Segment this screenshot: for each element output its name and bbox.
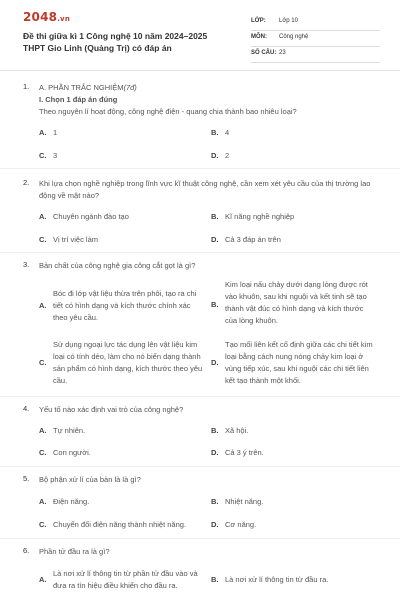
option-letter: A.	[39, 212, 47, 221]
option-text: Vị trí việc làm	[53, 235, 99, 244]
meta-key: MÔN:	[251, 34, 267, 40]
option-text: 2	[225, 151, 230, 160]
option-letter: C.	[39, 235, 47, 244]
meta-key: LỚP:	[251, 18, 266, 24]
logo-domain: .vn	[57, 15, 71, 23]
question-number: 5.	[23, 474, 30, 483]
option-text: Điện năng.	[53, 497, 90, 506]
option-text: Kim loại nấu chảy dưới dạng lỏng được rót vào khuôn, sau khi nguội và kết tinh sẽ tạo thành vật đúc có hình dạng và kích thước của lòng khuôn.	[225, 280, 368, 325]
question-divider	[0, 538, 400, 539]
header-divider	[0, 70, 400, 71]
section-subheading: I. Chọn 1 đáp án đúng	[39, 95, 118, 104]
question-divider	[0, 252, 400, 253]
option-text: Tự nhiên.	[53, 426, 86, 435]
question-text: Khi lựa chọn nghề nghiệp trong lĩnh vực kĩ thuật công nghệ, cần xem xét yêu cầu của thị trường lao động về mặt nào?	[39, 179, 371, 200]
question-divider	[0, 466, 400, 467]
option-letter: B.	[211, 212, 219, 221]
option-text: Tạo mối liên kết cố định giữa các chi tiết kim loại bằng cách nung nóng chảy kim loại ở vùng tiếp xúc, sau khi nguội các chi tiết liên kết tạo thành một khối.	[225, 340, 373, 385]
question-text: Bộ phận xử lí của bàn là là gì?	[39, 475, 141, 484]
question-text: Bản chất của công nghệ gia công cắt gọt là gì?	[39, 261, 196, 270]
question-number: 6.	[23, 546, 30, 555]
option-letter: D.	[211, 235, 219, 244]
option-letter: A.	[39, 128, 47, 137]
option-letter: C.	[39, 151, 47, 160]
option-letter: B.	[211, 426, 219, 435]
option-text: 1	[53, 128, 58, 137]
section-score: (7đ)	[123, 83, 137, 92]
question-number: 2.	[23, 178, 30, 187]
question-divider	[0, 396, 400, 397]
option-text: 3	[53, 151, 58, 160]
option-letter: B.	[211, 300, 219, 309]
section-heading	[39, 82, 380, 94]
question-text: Phần tử đầu ra là gì?	[39, 547, 110, 556]
question-2	[23, 178, 380, 248]
option-letter: D.	[211, 151, 219, 160]
option-text: Chuyên ngành đào tạo	[53, 212, 129, 221]
option-text: Là nơi xử lí thông tin từ phần tử đầu vào và đưa ra tín hiệu điều khiển cho đầu ra.	[53, 569, 198, 590]
question-4	[23, 404, 380, 464]
question-5	[23, 474, 380, 534]
option-letter: A.	[39, 426, 47, 435]
option-letter: A.	[39, 575, 47, 584]
meta-subject	[251, 31, 380, 47]
option-text: Xã hội.	[225, 426, 249, 435]
option-letter: C.	[39, 358, 47, 367]
option-text: Bóc đi lớp vật liệu thừa trên phôi, tạo ra chi tiết có hình dạng và kích thước chính xác theo yêu cầu.	[53, 289, 197, 322]
meta-value: 23	[279, 50, 286, 56]
option-text: Nhiệt năng.	[225, 497, 264, 506]
option-letter: C.	[39, 448, 47, 457]
option-letter: A.	[39, 301, 47, 310]
meta-value: Lớp 10	[279, 18, 298, 24]
option-letter: B.	[211, 128, 219, 137]
option-text: Cơ năng.	[225, 520, 257, 529]
option-letter: D.	[211, 520, 219, 529]
question-text: Theo nguyên lí hoạt động, công nghệ điện - quang chia thành bao nhiêu loại?	[39, 107, 297, 116]
question-number: 3.	[23, 260, 30, 269]
section-title: A. PHẦN TRẮC NGHIỆM	[39, 83, 124, 92]
document-header	[23, 10, 380, 68]
option-text: Con người.	[53, 448, 91, 457]
option-letter: B.	[211, 575, 219, 584]
option-text: Cả 3 đáp án trên	[225, 235, 281, 244]
meta-key: SỐ CÂU:	[251, 50, 277, 56]
question-3	[23, 260, 380, 395]
site-logo[interactable]	[23, 10, 70, 24]
option-text: Cả 3 ý trên.	[225, 448, 264, 457]
option-letter: B.	[211, 497, 219, 506]
question-1	[23, 82, 380, 162]
option-letter: D.	[211, 448, 219, 457]
option-text: Chuyển đổi điện năng thành nhiệt năng.	[53, 520, 187, 529]
meta-value: Công nghệ	[279, 34, 309, 40]
option-text: Kĩ năng nghề nghiệp	[225, 212, 295, 221]
option-text: 4	[225, 128, 230, 137]
logo-text: 2048	[23, 10, 58, 24]
document-title: Đề thi giữa kì 1 Công nghệ 10 năm 2024–2025 THPT Gio Linh (Quảng Trị) có đáp án	[23, 31, 208, 53]
option-text: Là nơi xử lí thông tin từ đầu ra.	[225, 575, 329, 584]
option-letter: C.	[39, 520, 47, 529]
option-text: Sử dụng ngoại lực tác dụng lên vật liệu kim loại có tính dẻo, làm cho nó biến dạng thành sản phẩm có hình dạng, kích thước theo yêu cầu.	[53, 340, 203, 385]
question-text: Yếu tố nào xác định vai trò của công nghệ?	[39, 405, 184, 414]
question-6	[23, 546, 380, 598]
meta-grade	[251, 15, 380, 31]
question-number: 1.	[23, 82, 30, 91]
meta-question-count	[251, 47, 380, 63]
question-number: 4.	[23, 404, 30, 413]
document-meta	[251, 15, 380, 63]
question-divider	[0, 168, 400, 169]
option-letter: D.	[211, 358, 219, 367]
option-letter: A.	[39, 497, 47, 506]
